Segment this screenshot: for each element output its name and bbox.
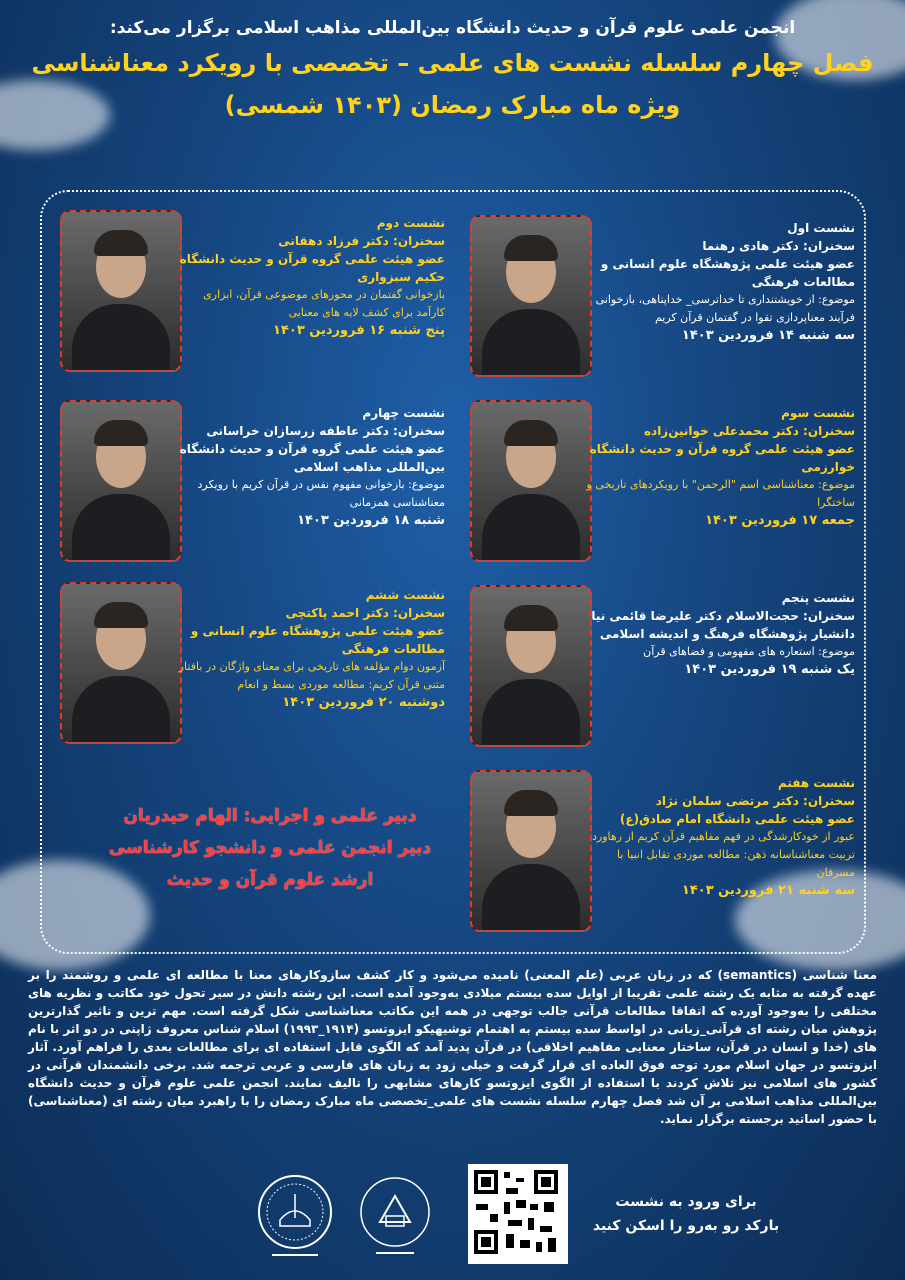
scan-line-1: برای ورود به نشست	[615, 1194, 757, 1210]
session-card-2	[55, 200, 455, 380]
session-date: دوشنبه ۲۰ فروردین ۱۴۰۳	[282, 695, 445, 710]
session-date: سه شنبه ۱۴ فروردین ۱۴۰۳	[681, 328, 855, 343]
poster-footer	[0, 1164, 905, 1274]
session-topic: آزمون دوام مؤلفه های تاریخی برای معنای واژگان در بافتار متنی قرآن کریم: مطالعه موردی بسط و انعام	[178, 660, 445, 691]
speaker-photo	[470, 770, 592, 932]
session-card-3	[465, 390, 865, 570]
organizer-line: انجمن علمی علوم قرآن و حدیث دانشگاه بین‌المللی مذاهب اسلامی برگزار می‌کند:	[109, 18, 796, 38]
title-line-2: ویژه ماه مبارک رمضان (۱۴۰۳ شمسی)	[224, 91, 681, 119]
secretary-line-3: ارشد علوم قرآن و حدیث	[166, 870, 374, 890]
session-topic: عبور از خودکارشدگی در فهم مفاهیم قرآن کریم از رهاورد تربیت معناشناسانه ذهن: مطالعه موردی تقابل انبیا با مسرفان	[591, 830, 855, 879]
speaker-photo	[60, 400, 182, 562]
session-speaker: سخنران: دکتر احمد پاکتچی	[285, 606, 445, 620]
session-affiliation: دانشیار پژوهشگاه فرهنگ و اندیشه اسلامی	[599, 627, 855, 641]
session-speaker: سخنران: حجت‌الاسلام دکتر علیرضا قائمی نیا	[591, 609, 855, 623]
session-topic: موضوع: معناشناسی اسم "الرحمن" با رویکردهای تاریخی و ساختگرا	[586, 478, 855, 509]
session-heading: نشست دوم	[376, 216, 445, 230]
session-card-7	[465, 760, 865, 940]
scan-line-2: بارکد رو به‌رو را اسکن کنید	[592, 1218, 780, 1234]
session-card-5	[465, 575, 865, 755]
session-speaker: سخنران: دکتر هادی رهنما	[702, 239, 855, 253]
session-date: یک شنبه ۱۹ فروردین ۱۴۰۳	[684, 662, 855, 677]
speaker-photo	[470, 585, 592, 747]
session-affiliation: عضو هیئت علمی گروه قرآن و حدیث دانشگاه حکیم سبزواری	[179, 252, 445, 284]
session-topic: موضوع: از خویشتنداری تا خداترسی_ خداپناهی، بازخوانی فرآیند معناپردازی تقوا در گفتمان قرآن کریم	[595, 293, 855, 324]
session-topic: موضوع: استعاره های مفهومی و فضاهای قرآن	[643, 645, 855, 658]
session-date: پنج شنبه ۱۶ فروردین ۱۴۰۳	[273, 323, 445, 338]
session-speaker: سخنران: دکتر عاطفه زرسازان خراسانی	[206, 424, 445, 438]
session-heading: نشست سوم	[781, 406, 855, 420]
session-topic: موضوع: بازخوانی مفهوم نفس در قرآن کریم با رویکرد معناشناسی همزمانی	[197, 478, 445, 509]
session-card-6	[55, 572, 455, 752]
qr-code[interactable]	[468, 1164, 568, 1264]
speaker-photo	[470, 400, 592, 562]
session-affiliation: عضو هیئت علمی گروه قرآن و حدیث دانشگاه خوارزمی	[589, 442, 855, 474]
session-topic: بازخوانی گفتمان در محورهای موضوعی قرآن، ابزاری کارآمد برای کشف لایه های معنایی	[203, 288, 445, 319]
session-affiliation: عضو هیئت علمی پژوهشگاه علوم انسانی و مطالعات فرهنگی	[190, 624, 445, 656]
session-affiliation: عضو هیئت علمی گروه قرآن و حدیث دانشگاه بین‌المللی مذاهب اسلامی	[179, 442, 445, 474]
session-card-4	[55, 390, 455, 570]
session-date: شنبه ۱۸ فروردین ۱۴۰۳	[297, 513, 445, 528]
description-paragraph: معنا شناسی (semantics) که در زبان عربی (علم المعنی) نامیده می‌شود و کار کشف سازوکارهای معنا با مطالعه ای علمی و روشمند را بر عهده گرفته به مثابه یک رشته علمی تقریبا از اوایل سده بیستم میلادی به‌وجود آمده است. این رشته دانش در سیر تحول خود مکاتب و نظریه های مختلفی را به‌وجود آورده که اتفاقا مطالعات قرآنی جالب توجهی در همه این مکاتب معناشناسی شکل گرفته است. مهم ترین و تاثیر گذارترین پژوهش میان رشته ای قرآنی_زبانی در اواسط سده بیستم به اهتمام توشیهیکو ایزوتسو (۱۹۱۴_۱۹۹۳) اسلام شناس معروف ژاپنی در دو اثر با نام های (خدا و انسان در قرآن، ساختار معنایی مفاهیم اخلاقی) در قرآن پدید آمد که الگوی قابل استفاده ای برای مطالعات بعدی را فراهم آورد. آثار ایزوتسو در جهان اسلام مورد توجه فوق العاده ای قرار گرفت و خیلی زود به زبان های فارسی و عربی ترجمه شد. برخی دانشمندان قرآنی در کشور های اسلامی نیز تلاش کردند با استفاده از الگوی ایزوتسو کارهای مشابهی را تالیف نمایند. انجمن علمی علوم قرآن و حدیث دانشگاه بین‌المللی مذاهب اسلامی بر آن شد فصل چهارم سلسله نشست های علمی_تخصصی ماه مبارک رمضان را با راهبرد میان رشته ای (معناشناسی) با حضور اساتید برجسته برگزار نماید.	[28, 968, 878, 1126]
session-heading: نشست هفتم	[777, 776, 855, 790]
secretary-block	[80, 800, 460, 896]
secretary-line-2: دبیر انجمن علمی و دانشجو کارشناسی	[108, 838, 432, 858]
title-line-1: فصل چهارم سلسله نشست های علمی – تخصصی با رویکرد معناشناسی	[31, 49, 874, 77]
session-date: جمعه ۱۷ فروردین ۱۴۰۳	[705, 513, 855, 528]
session-affiliation: عضو هیئت علمی پژوهشگاه علوم انسانی و مطالعات فرهنگی	[600, 257, 855, 289]
secretary-line-1: دبیر علمی و اجرایی: الهام حیدریان	[123, 806, 417, 826]
scan-instructions	[586, 1190, 786, 1238]
session-heading: نشست چهارم	[362, 406, 445, 420]
session-heading: نشست اول	[787, 221, 855, 235]
poster-header	[20, 10, 885, 122]
session-card-1	[465, 205, 865, 385]
speaker-photo	[470, 215, 592, 377]
session-heading: نشست ششم	[365, 588, 445, 602]
session-speaker: سخنران: دکتر محمدعلی خوانین‌زاده	[643, 424, 855, 438]
session-speaker: سخنران: دکتر مرتضی سلمان نژاد	[655, 794, 855, 808]
association-seal-icon	[250, 1172, 340, 1262]
session-date: سه شنبه ۲۱ فروردین ۱۴۰۳	[681, 883, 855, 898]
session-affiliation: عضو هیئت علمی دانشگاه امام صادق(ع)	[619, 812, 855, 826]
session-heading: نشست پنجم	[781, 591, 855, 605]
speaker-photo	[60, 210, 182, 372]
university-logo-icon	[350, 1172, 440, 1262]
session-speaker: سخنران: دکتر فرزاد دهقانی	[278, 234, 445, 248]
speaker-photo	[60, 582, 182, 744]
